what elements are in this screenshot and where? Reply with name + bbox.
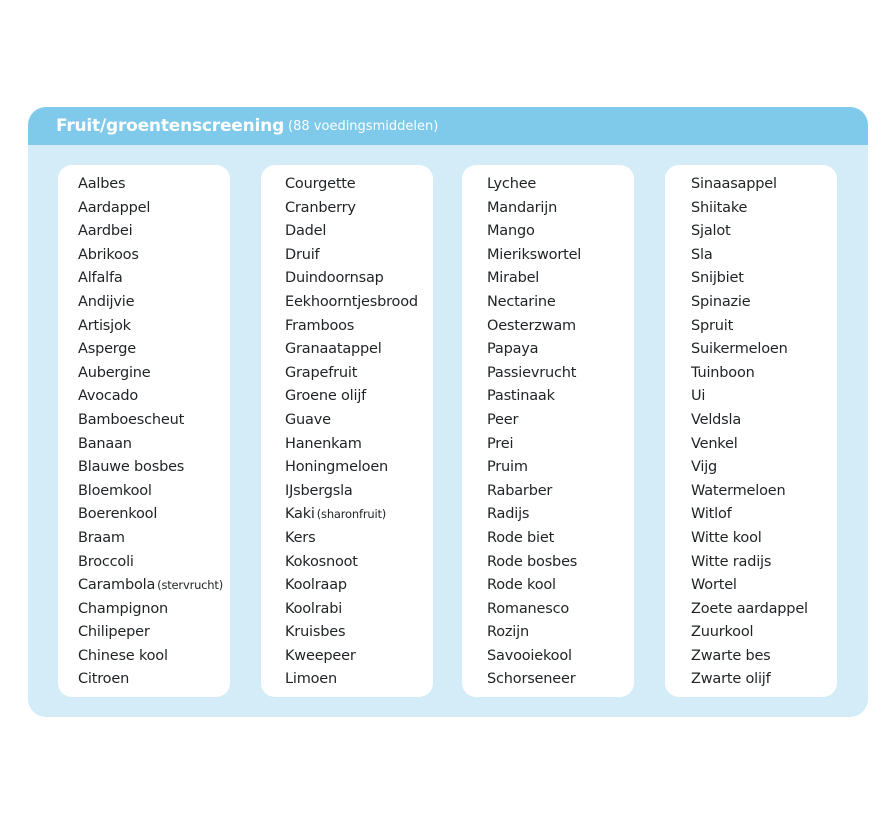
- food-item-name: Rabarber: [487, 482, 553, 499]
- food-item-name: Veldsla: [691, 411, 742, 428]
- food-item: [665, 197, 837, 221]
- food-item-name: Kaki: [285, 506, 315, 523]
- food-item-name: Passievrucht: [487, 364, 577, 381]
- food-item-name: Mandarijn: [487, 199, 558, 216]
- food-item: [462, 645, 634, 669]
- food-item-name: Tuinboon: [691, 364, 755, 381]
- food-item: [665, 338, 837, 362]
- food-item: [261, 409, 433, 433]
- food-item: [58, 527, 230, 551]
- food-item: [462, 480, 634, 504]
- food-item-name: Papaya: [487, 341, 539, 358]
- food-item: [261, 668, 433, 692]
- food-item-name: Rode bosbes: [487, 553, 578, 570]
- food-item-name: IJsbergsla: [285, 482, 353, 499]
- food-item: [58, 173, 230, 197]
- food-item: [462, 409, 634, 433]
- food-item: [462, 668, 634, 692]
- food-column-1: [58, 165, 230, 697]
- food-item-name: Pastinaak: [487, 388, 555, 405]
- food-item-name: Kokosnoot: [285, 553, 358, 570]
- food-item: [58, 598, 230, 622]
- food-item-name: Aardbei: [78, 223, 133, 240]
- food-item: [462, 598, 634, 622]
- food-item-name: Witte radijs: [691, 553, 772, 570]
- food-item: [665, 362, 837, 386]
- food-item-name: Banaan: [78, 435, 132, 452]
- food-item-name: Abrikoos: [78, 246, 139, 263]
- food-item-name: Peer: [487, 411, 519, 428]
- food-item-name: Snijbiet: [691, 270, 744, 287]
- food-item: [58, 645, 230, 669]
- food-item-name: Framboos: [285, 317, 355, 334]
- food-item-name: Rozijn: [487, 624, 529, 641]
- food-list: [665, 173, 837, 692]
- food-item-name: Koolrabi: [285, 600, 343, 617]
- food-item-name: Dadel: [285, 223, 327, 240]
- food-item: [665, 480, 837, 504]
- food-item: [261, 574, 433, 598]
- food-item-name: Grapefruit: [285, 364, 358, 381]
- food-item: [58, 315, 230, 339]
- food-item-name: Artisjok: [78, 317, 131, 334]
- food-item-name: Boerenkool: [78, 506, 158, 523]
- food-item-name: Kruisbes: [285, 624, 346, 641]
- food-item: [462, 527, 634, 551]
- food-item: [261, 551, 433, 575]
- food-item: [261, 621, 433, 645]
- food-item: [261, 645, 433, 669]
- food-item-name: Asperge: [78, 341, 137, 358]
- food-item-name: Avocado: [78, 388, 139, 405]
- food-item: [261, 244, 433, 268]
- food-item: [261, 527, 433, 551]
- food-item: [58, 267, 230, 291]
- food-item-name: Aardappel: [78, 199, 151, 216]
- food-item-name: Groene olijf: [285, 388, 367, 405]
- food-item-name: Spruit: [691, 317, 734, 334]
- food-item-name: Bamboescheut: [78, 411, 185, 428]
- food-item: [462, 267, 634, 291]
- food-item: [261, 173, 433, 197]
- card-title: Fruit/groentenscreening: [56, 116, 285, 136]
- food-item-name: Venkel: [691, 435, 738, 452]
- food-item-name: Granaatappel: [285, 341, 382, 358]
- food-item: [261, 480, 433, 504]
- food-item-name: Bloemkool: [78, 482, 152, 499]
- food-item: [665, 574, 837, 598]
- food-item-name: Braam: [78, 529, 125, 546]
- food-item-name: Shiitake: [691, 199, 748, 216]
- food-item-name: Vijg: [691, 459, 718, 476]
- food-item-name: Chilipeper: [78, 624, 150, 641]
- food-item: [58, 456, 230, 480]
- food-item: [58, 220, 230, 244]
- food-item-name: Champignon: [78, 600, 169, 617]
- food-item: [462, 574, 634, 598]
- card-header: [28, 107, 868, 145]
- food-item: [665, 621, 837, 645]
- food-item: [58, 433, 230, 457]
- food-item-name: Mango: [487, 223, 535, 240]
- food-item-name: Oesterzwam: [487, 317, 576, 334]
- food-item: [462, 291, 634, 315]
- food-item: [462, 173, 634, 197]
- food-item: [665, 315, 837, 339]
- food-item: [665, 551, 837, 575]
- food-item-name: Prei: [487, 435, 514, 452]
- food-item: [665, 173, 837, 197]
- food-item: [462, 621, 634, 645]
- food-item: [665, 385, 837, 409]
- food-item-note: (stervrucht): [157, 578, 223, 593]
- food-column-4: [665, 165, 837, 697]
- food-list: [261, 173, 433, 692]
- food-item-name: Cranberry: [285, 199, 356, 216]
- food-item-name: Wortel: [691, 577, 737, 594]
- screening-card: [28, 107, 868, 717]
- food-item: [261, 315, 433, 339]
- card-subtitle: (88 voedingsmiddelen): [288, 118, 439, 134]
- food-item-note: (sharonfruit): [316, 507, 387, 522]
- food-item-name: Chinese kool: [78, 647, 168, 664]
- food-list: [58, 173, 230, 692]
- food-item-name: Honingmeloen: [285, 459, 389, 476]
- food-item: [261, 456, 433, 480]
- food-item: [665, 220, 837, 244]
- food-item: [462, 244, 634, 268]
- food-item-name: Sjalot: [691, 223, 731, 240]
- food-item-name: Mierikswortel: [487, 246, 582, 263]
- food-item-name: Zoete aardappel: [691, 600, 808, 617]
- food-item-name: Aalbes: [78, 176, 126, 192]
- food-item: [665, 503, 837, 527]
- food-item-name: Blauwe bosbes: [78, 459, 185, 476]
- food-item: [261, 598, 433, 622]
- food-item-name: Zwarte olijf: [691, 671, 771, 688]
- food-item: [261, 433, 433, 457]
- food-item-name: Duindoornsap: [285, 270, 384, 287]
- food-item-name: Witte kool: [691, 529, 762, 546]
- food-item-name: Limoen: [285, 671, 338, 688]
- food-item: [665, 244, 837, 268]
- food-item-name: Pruim: [487, 459, 528, 476]
- food-item: [462, 315, 634, 339]
- food-item: [665, 598, 837, 622]
- food-item-name: Watermeloen: [691, 482, 786, 499]
- food-item-name: Suikermeloen: [691, 341, 788, 358]
- food-item-name: Druif: [285, 246, 320, 263]
- food-item: [58, 503, 230, 527]
- food-item: [58, 551, 230, 575]
- food-item-name: Aubergine: [78, 364, 151, 381]
- food-item-name: Koolraap: [285, 577, 347, 594]
- food-item: [261, 362, 433, 386]
- food-list: [462, 173, 634, 692]
- food-item: [58, 338, 230, 362]
- food-item: [58, 291, 230, 315]
- food-item: [58, 574, 230, 598]
- food-item: [462, 433, 634, 457]
- food-item: [261, 338, 433, 362]
- food-item-name: Sinaasappel: [691, 176, 777, 192]
- food-item: [462, 385, 634, 409]
- food-item-name: Radijs: [487, 506, 530, 523]
- food-item-name: Nectarine: [487, 293, 556, 310]
- food-item: [58, 668, 230, 692]
- food-item: [261, 267, 433, 291]
- food-item-name: Ui: [691, 388, 706, 405]
- food-item: [462, 197, 634, 221]
- food-item-name: Guave: [285, 411, 331, 428]
- food-item: [58, 362, 230, 386]
- food-item: [462, 338, 634, 362]
- food-item: [261, 503, 433, 527]
- food-item: [665, 409, 837, 433]
- food-item-name: Zuurkool: [691, 624, 754, 641]
- food-item: [462, 362, 634, 386]
- food-item-name: Schorseneer: [487, 671, 576, 688]
- food-item: [261, 291, 433, 315]
- food-item: [462, 551, 634, 575]
- food-item: [665, 645, 837, 669]
- food-item-name: Sla: [691, 246, 713, 263]
- food-column-3: [462, 165, 634, 697]
- food-item: [58, 480, 230, 504]
- food-item-name: Kers: [285, 529, 316, 546]
- food-item-name: Savooiekool: [487, 647, 572, 664]
- food-item-name: Spinazie: [691, 293, 751, 310]
- food-item-name: Citroen: [78, 671, 130, 688]
- food-item: [665, 291, 837, 315]
- food-item: [58, 385, 230, 409]
- food-item: [665, 456, 837, 480]
- food-item-name: Rode biet: [487, 529, 555, 546]
- food-item: [261, 220, 433, 244]
- food-item-name: Eekhoorntjesbrood: [285, 293, 418, 310]
- food-item-name: Witlof: [691, 506, 732, 523]
- food-item: [665, 668, 837, 692]
- food-item-name: Zwarte bes: [691, 647, 771, 664]
- food-item: [58, 244, 230, 268]
- food-item-name: Carambola: [78, 577, 156, 594]
- food-item-name: Mirabel: [487, 270, 540, 287]
- food-item-name: Andijvie: [78, 293, 135, 310]
- food-item: [261, 197, 433, 221]
- food-item: [462, 503, 634, 527]
- food-item: [462, 220, 634, 244]
- food-item-name: Romanesco: [487, 600, 570, 617]
- food-item-name: Alfalfa: [78, 270, 123, 287]
- food-item-name: Lychee: [487, 176, 537, 192]
- food-item-name: Broccoli: [78, 553, 134, 570]
- food-item-name: Rode kool: [487, 577, 556, 594]
- food-item: [462, 456, 634, 480]
- food-item-name: Hanenkam: [285, 435, 362, 452]
- food-item-name: Kweepeer: [285, 647, 356, 664]
- food-item-name: Courgette: [285, 176, 356, 192]
- food-item: [665, 527, 837, 551]
- food-item: [665, 433, 837, 457]
- food-item: [58, 197, 230, 221]
- food-item: [261, 385, 433, 409]
- food-item: [58, 621, 230, 645]
- food-item: [665, 267, 837, 291]
- food-item: [58, 409, 230, 433]
- food-column-2: [261, 165, 433, 697]
